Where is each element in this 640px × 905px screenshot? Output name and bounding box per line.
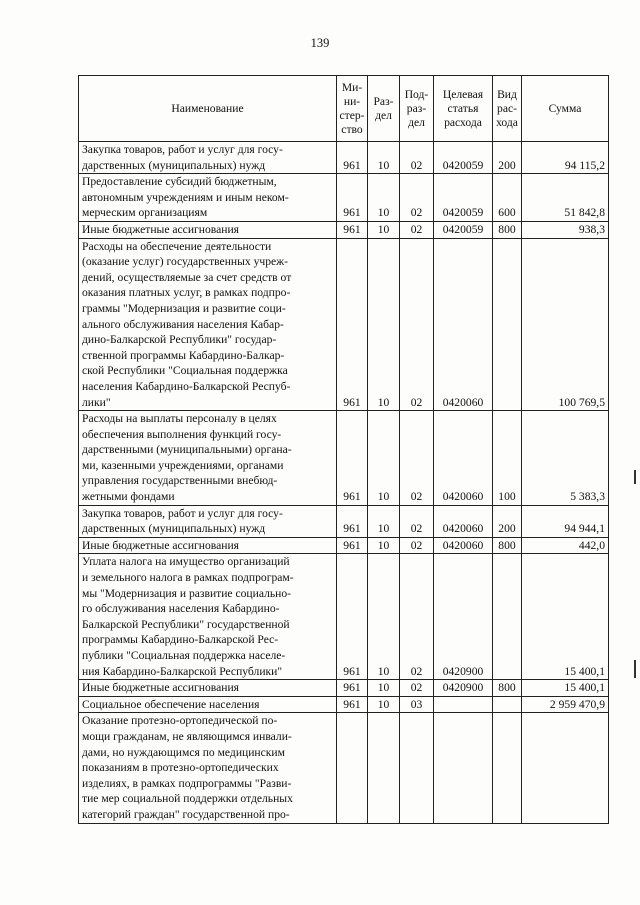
header-amount: Сумма [522, 76, 609, 142]
row-amount: 94 944,1 [522, 505, 609, 537]
row-expense-type: 800 [493, 537, 522, 554]
row-name: Предоставление субсидий бюджетным, автономным учреждениям и иным неком- мерческим организациям [79, 174, 337, 222]
row-amount: 938,3 [522, 221, 609, 238]
table-row [79, 238, 609, 411]
row-section: 10 [368, 680, 400, 697]
row-expense-type: 800 [493, 680, 522, 697]
row-target-article: 0420060 [434, 411, 493, 506]
row-ministry: 961 [337, 554, 368, 680]
table-row [79, 537, 609, 554]
header-subsection: Под- раз- дел [400, 76, 434, 142]
header-ministry: Ми- ни- стер- ство [337, 76, 368, 142]
row-target-article: 0420060 [434, 537, 493, 554]
row-expense-type: 200 [493, 142, 522, 174]
table-row [79, 554, 609, 680]
row-section: 10 [368, 238, 400, 411]
row-expense-type: 200 [493, 505, 522, 537]
table-body [79, 142, 609, 824]
row-amount [522, 713, 609, 823]
row-section: 10 [368, 554, 400, 680]
header-expense-type: Вид рас- хода [493, 76, 522, 142]
row-expense-type: 800 [493, 221, 522, 238]
row-subsection: 02 [400, 174, 434, 222]
row-target-article [434, 696, 493, 713]
row-section: 10 [368, 505, 400, 537]
header-section: Раз- дел [368, 76, 400, 142]
table-row [79, 680, 609, 697]
row-name: Уплата налога на имущество организаций и земельного налога в рамках подпрограм- мы "Модернизация и развитие социально- го обслуживания населения Кабардино- Балкарской Республики" государственной программы Кабардино-Балкарской Рес- публики "Социальная поддержка населе- ния Кабардино-Балкарской Республики" [79, 554, 337, 680]
scan-edge-mark [634, 660, 636, 678]
row-subsection: 03 [400, 696, 434, 713]
row-section: 10 [368, 696, 400, 713]
row-expense-type: 600 [493, 174, 522, 222]
row-ministry: 961 [337, 696, 368, 713]
row-section: 10 [368, 221, 400, 238]
table-row [79, 174, 609, 222]
row-target-article: 0420059 [434, 142, 493, 174]
row-amount: 15 400,1 [522, 554, 609, 680]
header-name: Наименование [79, 76, 337, 142]
row-name: Иные бюджетные ассигнования [79, 680, 337, 697]
row-subsection: 02 [400, 411, 434, 506]
row-ministry: 961 [337, 238, 368, 411]
row-section [368, 713, 400, 823]
row-amount: 442,0 [522, 537, 609, 554]
row-section: 10 [368, 174, 400, 222]
row-ministry: 961 [337, 680, 368, 697]
table-row [79, 696, 609, 713]
row-amount: 94 115,2 [522, 142, 609, 174]
row-name: Расходы на обеспечение деятельности (оказание услуг) государственных учреж- дений, осуществляемые за счет средств от оказания платных услуг, в рамках подпро- граммы "Модернизация и развитие соци- ального обслуживания населения Кабар- дино-Балкарской Республики" государ- ственной программы Кабардино-Балкар- ской Республики "Социальная поддержка населения Кабардино-Балкарской Респуб- лики" [79, 238, 337, 411]
row-subsection: 02 [400, 680, 434, 697]
row-target-article: 0420900 [434, 554, 493, 680]
row-section: 10 [368, 537, 400, 554]
row-subsection: 02 [400, 142, 434, 174]
row-target-article [434, 713, 493, 823]
row-name: Расходы на выплаты персоналу в целях обеспечения выполнения функций госу- дарственными (муниципальными) органа- ми, казенными учреждениями, органами управления государственными внебюд- жетными фондами [79, 411, 337, 506]
row-amount: 100 769,5 [522, 238, 609, 411]
row-expense-type: 100 [493, 411, 522, 506]
table-row [79, 411, 609, 506]
row-amount: 2 959 470,9 [522, 696, 609, 713]
table-header [79, 76, 609, 142]
row-section: 10 [368, 142, 400, 174]
table-row [79, 505, 609, 537]
row-section: 10 [368, 411, 400, 506]
row-name: Иные бюджетные ассигнования [79, 537, 337, 554]
row-expense-type [493, 713, 522, 823]
row-name: Закупка товаров, работ и услуг для госу- дарственных (муниципальных) нужд [79, 505, 337, 537]
row-target-article: 0420059 [434, 221, 493, 238]
row-ministry [337, 713, 368, 823]
row-expense-type [493, 554, 522, 680]
row-amount: 5 383,3 [522, 411, 609, 506]
budget-table [78, 75, 609, 824]
row-ministry: 961 [337, 174, 368, 222]
row-subsection: 02 [400, 537, 434, 554]
row-ministry: 961 [337, 505, 368, 537]
row-subsection [400, 713, 434, 823]
scan-edge-mark [634, 470, 636, 484]
table-row [79, 713, 609, 823]
row-subsection: 02 [400, 554, 434, 680]
row-amount: 15 400,1 [522, 680, 609, 697]
row-target-article: 0420060 [434, 238, 493, 411]
row-ministry: 961 [337, 537, 368, 554]
row-ministry: 961 [337, 411, 368, 506]
row-name: Закупка товаров, работ и услуг для госу- дарственных (муниципальных) нужд [79, 142, 337, 174]
row-subsection: 02 [400, 221, 434, 238]
table-row [79, 221, 609, 238]
row-expense-type [493, 696, 522, 713]
row-name: Иные бюджетные ассигнования [79, 221, 337, 238]
row-target-article: 0420060 [434, 505, 493, 537]
row-subsection: 02 [400, 505, 434, 537]
row-name: Социальное обеспечение населения [79, 696, 337, 713]
row-ministry: 961 [337, 142, 368, 174]
page-number: 139 [310, 36, 330, 50]
row-expense-type [493, 238, 522, 411]
row-target-article: 0420059 [434, 174, 493, 222]
row-ministry: 961 [337, 221, 368, 238]
row-amount: 51 842,8 [522, 174, 609, 222]
header-target-article: Целевая статья расхода [434, 76, 493, 142]
row-target-article: 0420900 [434, 680, 493, 697]
row-subsection: 02 [400, 238, 434, 411]
row-name: Оказание протезно-ортопедической по- мощи гражданам, не являющимся инвали- дами, но нуждающимся по медицинским показаниям в протезно-ортопедических изделиях, в рамках подпрограммы "Разви- тие мер социальной поддержки отдельных категорий граждан" государственной про- [79, 713, 337, 823]
table-row [79, 142, 609, 174]
